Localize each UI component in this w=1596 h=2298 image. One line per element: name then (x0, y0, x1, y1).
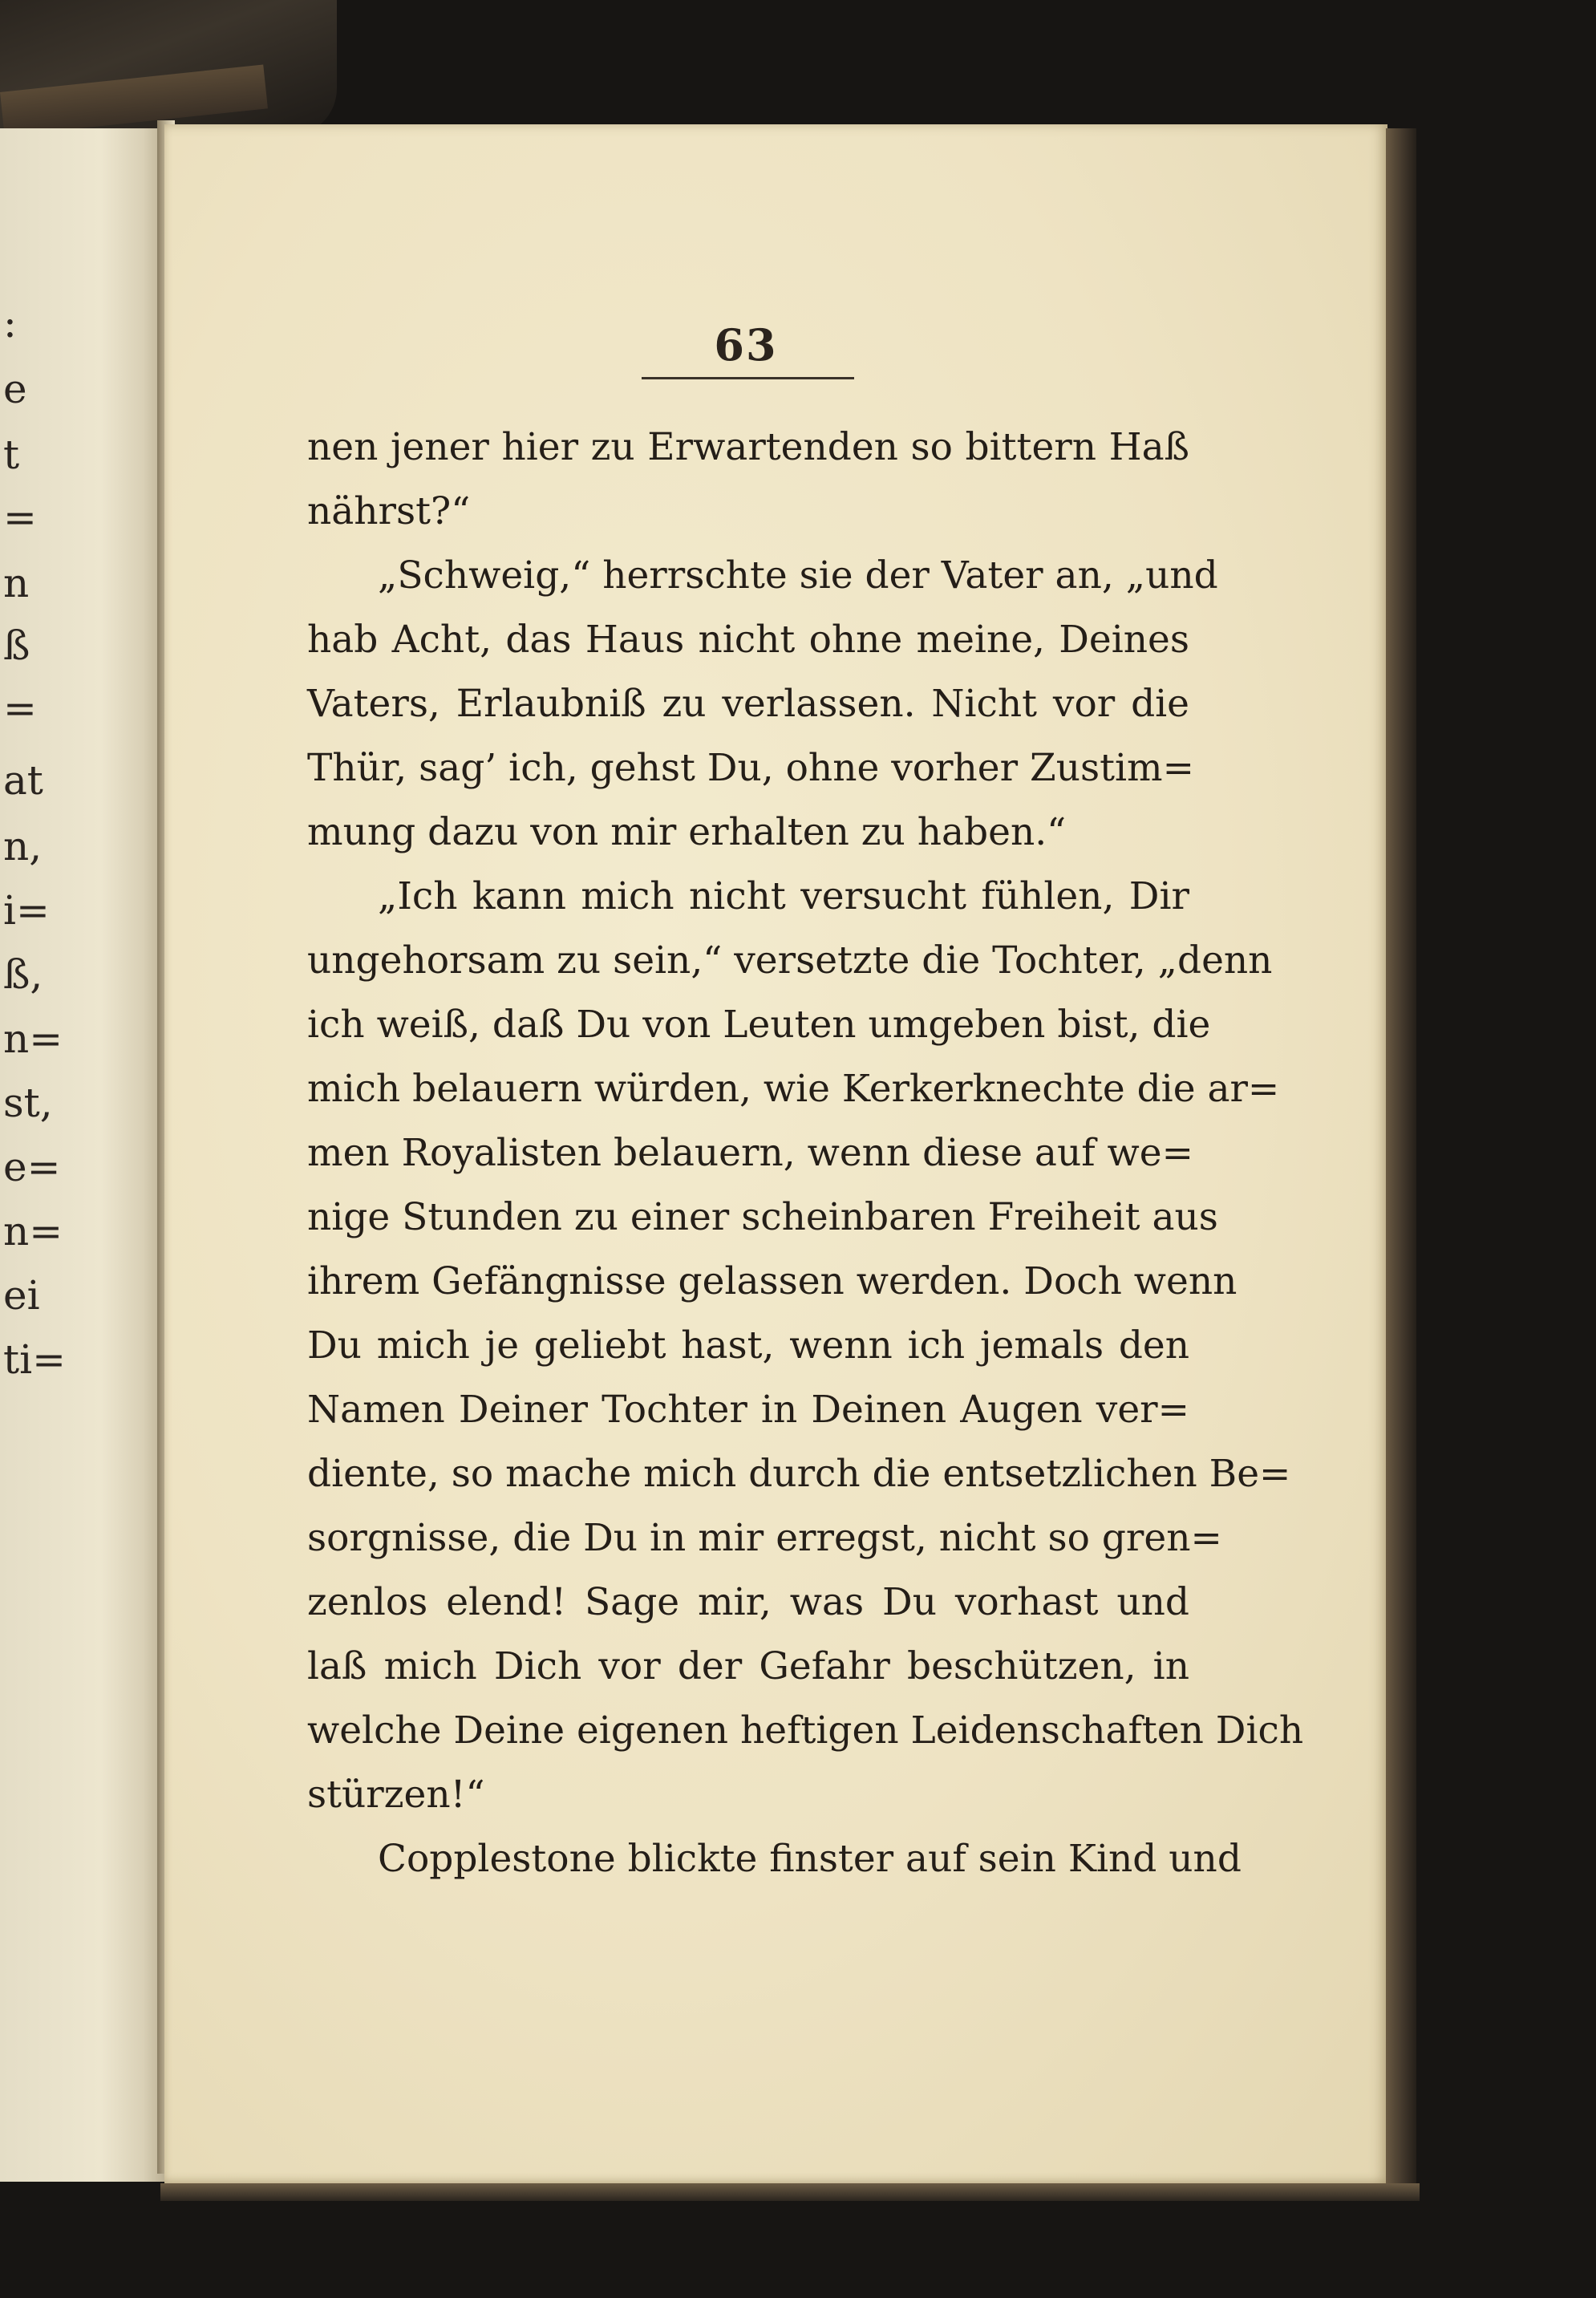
text-line: Du mich je geliebt hast, wenn ich jemals den (307, 1323, 1189, 1368)
text-line: nen jener hier zu Erwartenden so bittern Haß (307, 425, 1189, 469)
right-cover-board (1386, 128, 1416, 2198)
text-line: hab Acht, das Haus nicht ohne meine, Deines (307, 618, 1189, 662)
previous-page-fragment: ei (3, 1272, 40, 1319)
previous-page-fragment: n (3, 560, 30, 606)
text-line: welche Deine eigenen heftigen Leidenschaften Dich (307, 1708, 1304, 1753)
text-line: Thür, sag’ ich, gehst Du, ohne vorher Zustim= (307, 746, 1194, 790)
previous-page-fragment: = (3, 685, 37, 732)
text-line: laß mich Dich vor der Gefahr beschützen, in (307, 1644, 1189, 1688)
previous-page-fragment: ß, (3, 951, 43, 998)
text-line: ihrem Gefängnisse gelassen werden. Doch wenn (307, 1259, 1238, 1303)
previous-page-fragment: : (3, 300, 17, 347)
previous-page-fragment: i= (3, 887, 50, 934)
previous-page-fragment: n= (3, 1015, 63, 1062)
page-number: 63 (714, 319, 778, 371)
previous-page-fragment: ti= (3, 1336, 66, 1383)
previous-page-fragment: ß (3, 622, 30, 669)
previous-page-fragment: n, (3, 823, 43, 869)
text-line: Vaters, Erlaubniß zu verlassen. Nicht vor die (307, 682, 1189, 726)
text-line: sorgnisse, die Du in mir erregst, nicht so gren= (307, 1516, 1222, 1560)
previous-page-fragment: n= (3, 1208, 63, 1254)
previous-page-fragment: st, (3, 1080, 53, 1126)
text-line: diente, so mache mich durch die entsetzlichen Be= (307, 1452, 1291, 1496)
bottom-cover-board (160, 2183, 1420, 2201)
text-line: nige Stunden zu einer scheinbaren Freiheit aus (307, 1195, 1218, 1239)
text-line: men Royalisten belauern, wenn diese auf we= (307, 1131, 1193, 1175)
text-line: stürzen!“ (307, 1773, 485, 1817)
page-body-text (307, 415, 1304, 1891)
text-line: nährst?“ (307, 489, 471, 533)
previous-page-fragment: e= (3, 1144, 61, 1190)
text-line: „Schweig,“ herrschte sie der Vater an, „und (378, 553, 1218, 598)
previous-page-fragment: = (3, 494, 37, 541)
text-line: ich weiß, daß Du von Leuten umgeben bist, die (307, 1003, 1211, 1047)
text-line: Copplestone blickte finster auf sein Kind und (378, 1837, 1242, 1881)
text-line: „Ich kann mich nicht versucht fühlen, Dir (378, 874, 1189, 918)
page-number-rule (642, 377, 854, 379)
previous-page-fragment: at (3, 757, 43, 804)
text-line: mung dazu von mir erhalten zu haben.“ (307, 810, 1067, 854)
text-line: zenlos elend! Sage mir, was Du vorhast und (307, 1580, 1189, 1624)
text-line: ungehorsam zu sein,“ versetzte die Tochter, „denn (307, 938, 1273, 983)
previous-page-fragment: t (3, 432, 20, 478)
text-line: Namen Deiner Tochter in Deinen Augen ver= (307, 1388, 1189, 1432)
previous-page-fragment: e (3, 366, 27, 412)
text-line: mich belauern würden, wie Kerkerknechte die ar= (307, 1067, 1280, 1111)
previous-page (0, 128, 168, 2182)
previous-page-text-edge (0, 128, 168, 2182)
